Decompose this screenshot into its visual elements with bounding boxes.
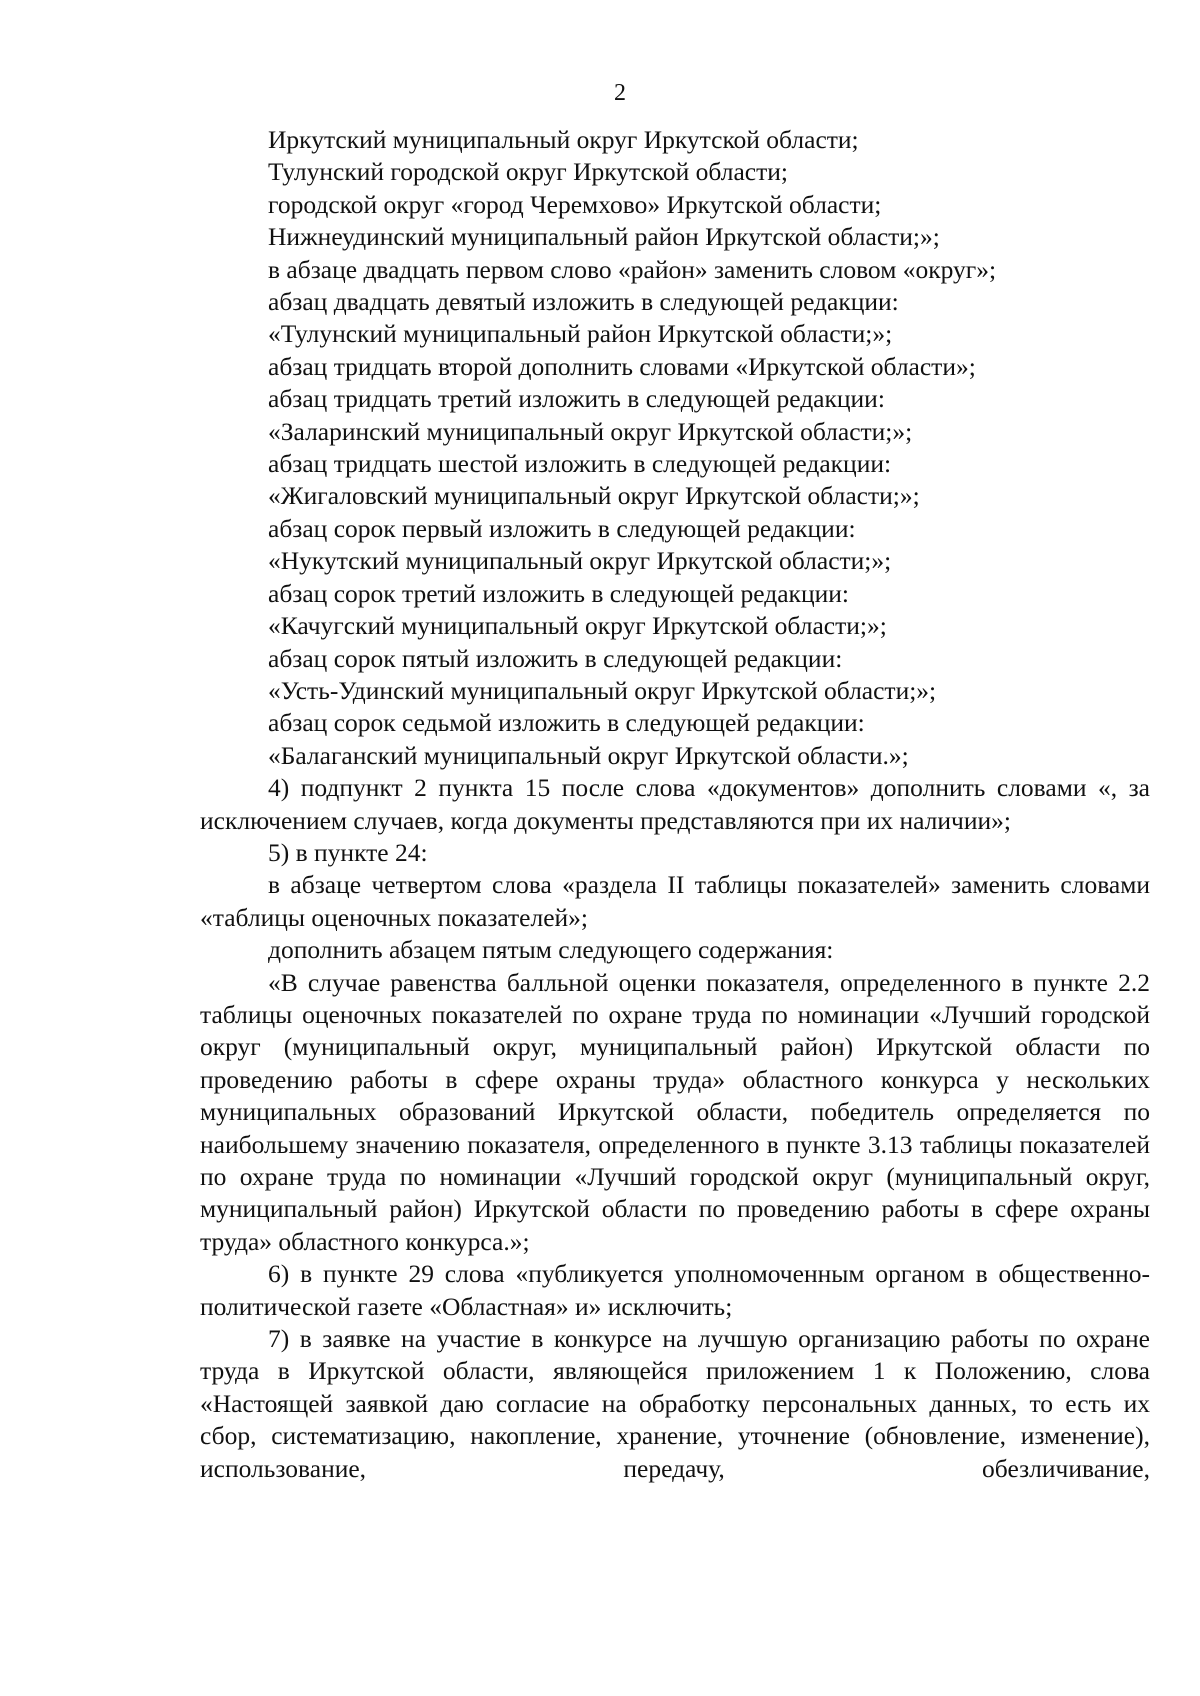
list-line: абзац сорок седьмой изложить в следующей редакции:	[268, 708, 865, 738]
paragraph-item-5-quoted-text: «В случае равенства балльной оценки показателя, определенного в пункте 2.2 таблицы оценочных показателей по охране труда по номинации «Лучший городской округ (муниципальный округ, муниципальный район) Иркутской области по проведению работы в сфере охраны труда» областного конкурса у нескольких муниципальных образований Иркутской области, победитель определяется по наибольшему значению показателя, определенного в пункте 3.13 таблицы показателей по охране труда по номинации «Лучший городской округ (муниципальный округ, муниципальный район) Иркутской области по проведению работы в сфере охраны труда» областного конкурса.»;	[200, 967, 1150, 1256]
list-line: Тулунский городской округ Иркутской области;	[268, 157, 788, 187]
list-line: абзац тридцать шестой изложить в следующей редакции:	[268, 449, 892, 479]
page-number: 2	[614, 80, 626, 106]
paragraph-item-5: 5) в пункте 24:	[268, 837, 428, 867]
list-line: «Тулунский муниципальный район Иркутской области;»;	[268, 319, 893, 349]
list-line: абзац сорок первый изложить в следующей редакции:	[268, 513, 856, 543]
paragraph-item-4: 4) подпункт 2 пункта 15 после слова «документов» дополнить словами «, за исключением случаев, когда документы представляются при их наличии»;	[200, 773, 1150, 835]
list-line: абзац сорок третий изложить в следующей редакции:	[268, 578, 849, 608]
list-line: «Жигаловский муниципальный округ Иркутской области;»;	[268, 481, 920, 511]
list-line: «Качугский муниципальный округ Иркутской области;»;	[268, 611, 887, 641]
paragraph-item-5-amendment: в абзаце четвертом слова «раздела II таблицы показателей» заменить словами «таблицы оценочных показателей»;	[200, 870, 1150, 932]
list-line: городской округ «город Черемхово» Иркутской области;	[268, 189, 882, 219]
list-line: абзац тридцать третий изложить в следующей редакции:	[268, 384, 885, 414]
list-line: Нижнеудинский муниципальный район Иркутской области;»;	[268, 222, 940, 252]
list-line: абзац тридцать второй дополнить словами «Иркутской области»;	[268, 351, 976, 381]
list-line: «Усть-Удинский муниципальный округ Иркутской области;»;	[268, 675, 937, 705]
list-line: в абзаце двадцать первом слово «район» заменить словом «округ»;	[268, 254, 997, 284]
list-line: абзац сорок пятый изложить в следующей редакции:	[268, 643, 843, 673]
list-line: «Заларинский муниципальный округ Иркутской области;»;	[268, 416, 913, 446]
paragraph-item-7: 7) в заявке на участие в конкурсе на лучшую организацию работы по охране труда в Иркутской области, являющейся приложением 1 к Положению, слова «Настоящей заявкой даю согласие на обработку персональных данных, то есть их сбор, систематизацию, накопление, хранение, уточнение (обновление, изменение), использование, передачу, обезличивание,	[200, 1324, 1150, 1483]
paragraph-item-5-addition: дополнить абзацем пятым следующего содержания:	[268, 935, 834, 965]
paragraph-item-6: 6) в пункте 29 слова «публикуется уполномоченным органом в общественно-политической газете «Областная» и» исключить;	[200, 1259, 1150, 1321]
list-line: «Нукутский муниципальный округ Иркутской области;»;	[268, 546, 892, 576]
list-line: «Балаганский муниципальный округ Иркутской области.»;	[268, 740, 909, 770]
document-body	[200, 124, 1150, 1485]
list-line: абзац двадцать девятый изложить в следующей редакции:	[268, 287, 899, 317]
list-line: Иркутский муниципальный округ Иркутской области;	[268, 125, 859, 154]
